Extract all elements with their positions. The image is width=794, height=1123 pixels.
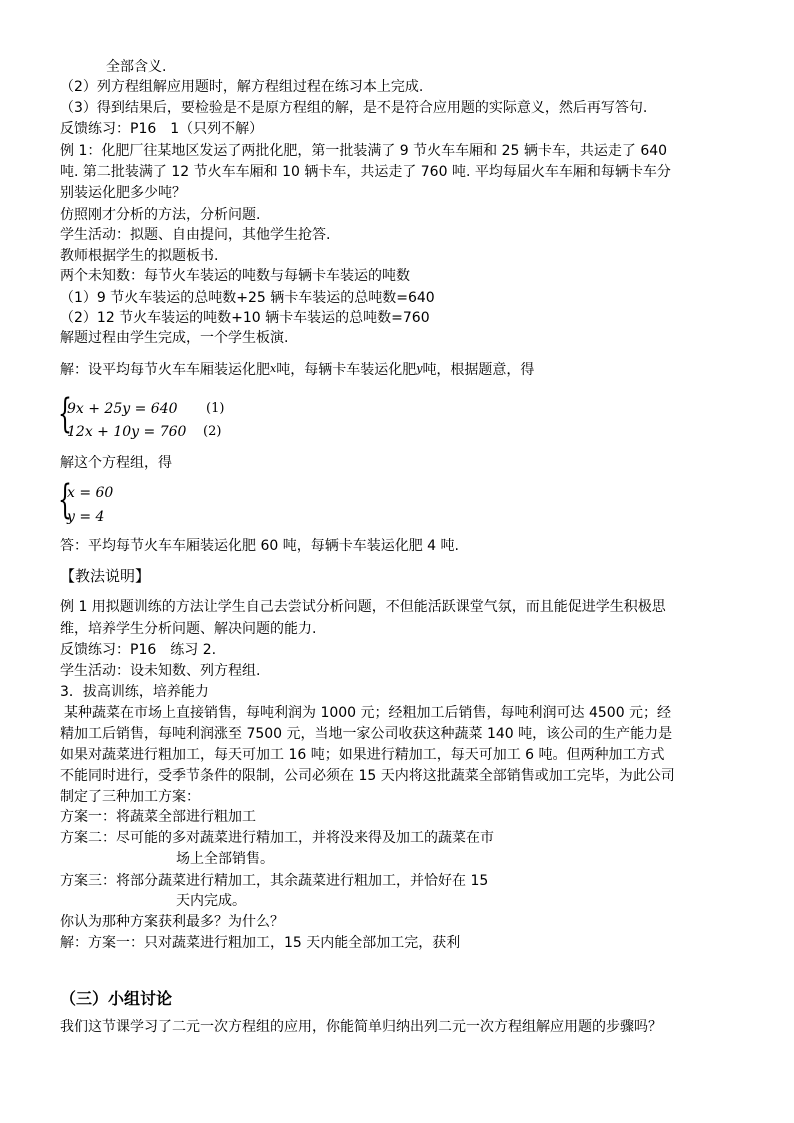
text-line: 例 1 用拟题训练的方法让学生自己去尝试分析问题，不但能活跃课堂气氛，而且能促进学生积极思 [60,599,666,615]
text-line: 教师根据学生的拟题板书. [60,248,219,264]
text-line: （2）12 节火车装运的吨数+10 辆卡车装运的总吨数=760 [60,310,430,326]
text-line: 全部含义. [106,59,167,75]
text-line: 精加工后销售，每吨利润涨至 7500 元，当地一家公司收获这种蔬菜 140 吨，该公司的生产能力是 [60,726,673,742]
text-line: 仿照刚才分析的方法，分析问题. [60,207,261,223]
text-line: 答：平均每节火车车厢装运化肥 60 吨，每辆卡车装运化肥 4 吨. [60,538,459,554]
text-line: 天内完成。 [176,893,246,909]
equation-2-tag: (2) [203,424,222,439]
text-line: 解这个方程组，得 [60,455,172,471]
text-line: 例 1：化肥厂往某地区发运了两批化肥，第一批装满了 9 节火车车厢和 25 辆卡车，共运走了 640 [60,143,668,159]
variable-y: y [416,362,423,375]
text-line: 如果对蔬菜进行粗加工，每天可加工 16 吨；如果进行精加工，每天可加工 6 吨。但两种加工方式 [60,747,665,763]
text-segment: 解：设平均每节火车车厢装运化肥 [60,362,270,378]
solution-x: x = 60 [67,485,114,501]
text-line: 方案三：将部分蔬菜进行精加工，其余蔬菜进行粗加工，并恰好在 15 [60,873,489,889]
text-line: 解：方案一：只对蔬菜进行粗加工，15 天内能全部加工完，获利 [60,935,461,951]
text-line: 别装运化肥多少吨？ [60,185,186,201]
text-line: 场上全部销售。 [176,851,274,867]
text-line: 维，培养学生分析问题、解决问题的能力. [60,621,317,637]
text-line: 不能同时进行，受季节条件的限制，公司必须在 15 天内将这批蔬菜全部销售或加工完毕，为此公司 [60,768,675,784]
text-line: 两个未知数：每节火车装运的吨数与每辆卡车装运的吨数 [60,268,410,284]
text-line: （1）9 节火车装运的总吨数+25 辆卡车装运的总吨数=640 [60,290,435,306]
text-segment: 吨，根据题意，得 [422,362,535,378]
solution-intro-line [60,360,534,379]
text-line: 方案一：将蔬菜全部进行粗加工 [60,809,256,825]
left-brace: { [58,391,72,437]
text-line: 反馈练习：P16 1（只列不解） [60,121,264,137]
text-line: 你认为那种方案获利最多？为什么？ [60,914,284,930]
left-brace: { [58,477,72,523]
text-line: 学生活动：设未知数、列方程组. [60,663,261,679]
section-label: 【教法说明】 [60,567,151,585]
text-line: （3）得到结果后，要检验是不是原方程组的解，是不是符合应用题的实际意义，然后再写答句. [60,100,648,116]
equation-2: 12x + 10y = 760 [67,424,187,440]
section-heading: （三）小组讨论 [60,989,173,1008]
equation-1-tag: (1) [206,401,225,416]
text-line: 反馈练习：P16 练习 2. [60,642,217,658]
text-line: 学生活动：拟题、自由提问，其他学生抢答. [60,227,331,243]
text-line: 解题过程由学生完成，一个学生板演. [60,330,289,346]
solution-y: y = 4 [67,509,105,525]
variable-x: x [270,362,277,375]
text-line: 方案二：尽可能的多对蔬菜进行精加工，并将没来得及加工的蔬菜在市 [60,830,494,846]
text-line: 吨. 第二批装满了 12 节火车车厢和 10 辆卡车，共运走了 760 吨. 平均每届火车车厢和每辆卡车分 [60,164,671,180]
equation-1: 9x + 25y = 640 [67,401,178,417]
text-line: 3．拔高训练，培养能力 [60,684,209,700]
text-line: 某种蔬菜在市场上直接销售，每吨利润为 1000 元；经粗加工后销售，每吨利润可达 4500 元；经 [64,705,672,721]
text-segment: 吨，每辆卡车装运化肥 [276,362,417,378]
text-line: 我们这节课学习了二元一次方程组的应用，你能简单归纳出列二元一次方程组解应用题的步骤吗？ [60,1019,662,1035]
text-line: （2）列方程组解应用题时，解方程组过程在练习本上完成. [60,79,424,95]
text-line: 制定了三种加工方案： [60,789,200,805]
